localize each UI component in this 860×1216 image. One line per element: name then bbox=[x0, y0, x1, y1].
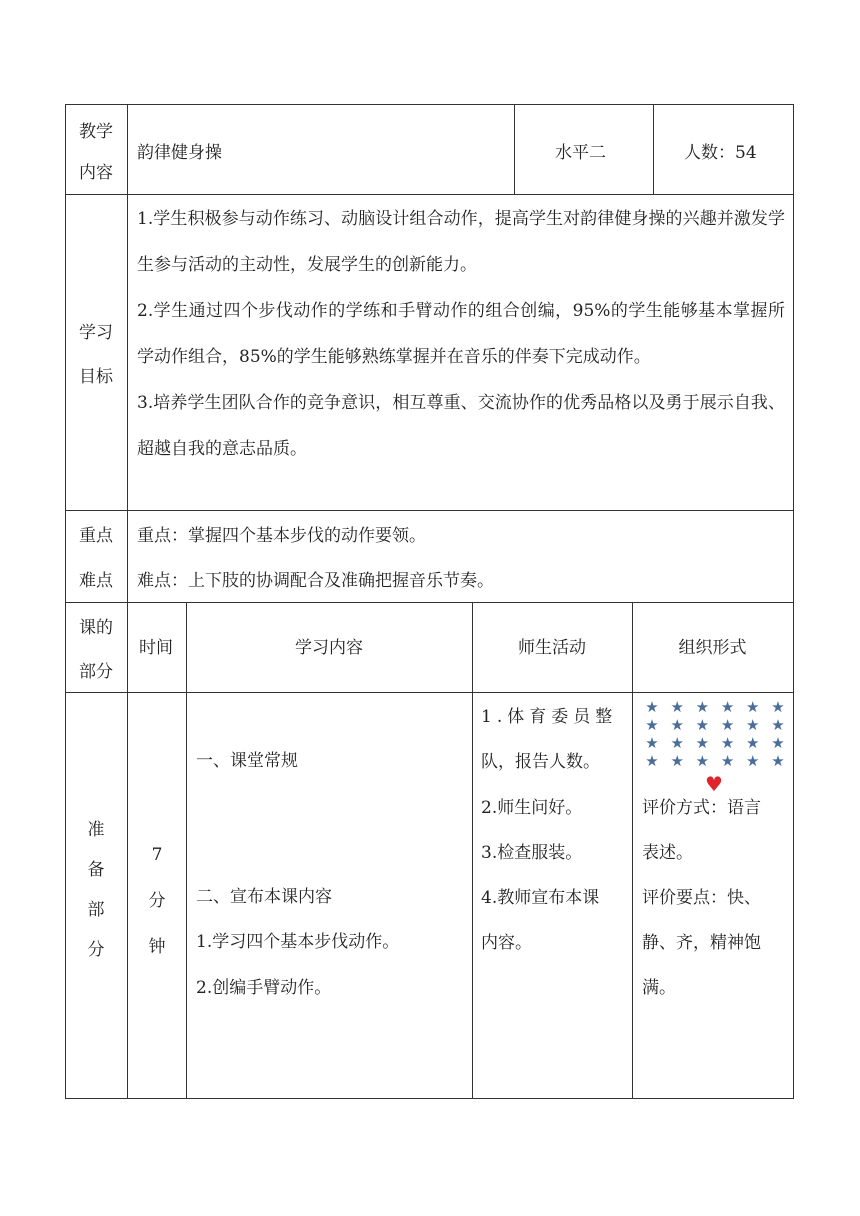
row-divider-1 bbox=[65, 194, 794, 195]
heart-icon: ♥ bbox=[705, 772, 723, 796]
eval-method-line2: 表述。 bbox=[642, 843, 693, 863]
star-icon: ★ bbox=[695, 716, 710, 734]
formation-row bbox=[642, 734, 788, 752]
content-announce: 二、宣布本课内容 bbox=[196, 887, 332, 907]
time-heading: 时间 bbox=[139, 638, 173, 658]
prep-part-char-1: 准 bbox=[87, 820, 105, 840]
star-icon: ★ bbox=[720, 698, 735, 716]
star-icon: ★ bbox=[720, 716, 735, 734]
star-icon: ★ bbox=[720, 734, 735, 752]
content-column-divider bbox=[472, 602, 473, 1099]
row-divider-4 bbox=[65, 692, 794, 693]
prep-time-unit-1: 分 bbox=[148, 891, 166, 911]
activity-column-divider bbox=[632, 602, 633, 1099]
star-icon: ★ bbox=[670, 698, 684, 716]
eval-method-line1: 评价方式：语言 bbox=[642, 798, 761, 818]
star-icon: ★ bbox=[645, 698, 659, 716]
star-icon: ★ bbox=[670, 752, 684, 770]
goals-text bbox=[137, 196, 785, 472]
organization-heading: 组织形式 bbox=[678, 638, 747, 658]
content-routine: 一、课堂常规 bbox=[196, 751, 298, 771]
eval-points-line3: 满。 bbox=[642, 978, 676, 998]
star-icon: ★ bbox=[771, 698, 785, 716]
key-label-line1: 重点 bbox=[79, 526, 113, 546]
prep-part-char-4: 分 bbox=[87, 940, 105, 960]
row-divider-2 bbox=[65, 510, 794, 511]
row-divider-3 bbox=[65, 602, 794, 603]
key-label-line2: 难点 bbox=[79, 571, 113, 591]
activity-3: 3.检查服装。 bbox=[481, 843, 583, 863]
goal-1: 1.学生积极参与动作练习、动脑设计组合动作，提高学生对韵律健身操的兴趣并激发学生参与活动的主动性，发展学生的创新能力。 bbox=[137, 209, 785, 275]
goals-label-line2: 目标 bbox=[79, 367, 113, 387]
formation-row bbox=[642, 752, 788, 770]
goals-label-line1: 学习 bbox=[79, 323, 113, 343]
content-item-1: 1.学习四个基本步伐动作。 bbox=[196, 932, 400, 952]
student-formation bbox=[642, 698, 788, 770]
table-border-top bbox=[65, 104, 794, 105]
eval-points-line2: 静、齐，精神饱 bbox=[642, 933, 761, 953]
star-icon: ★ bbox=[695, 752, 710, 770]
activity-1-line1: 1.体育委员整 bbox=[481, 707, 618, 727]
star-icon: ★ bbox=[746, 752, 760, 770]
label-column-divider bbox=[127, 104, 128, 1099]
star-icon: ★ bbox=[670, 716, 684, 734]
header-divider-level bbox=[514, 104, 515, 194]
star-icon: ★ bbox=[695, 734, 710, 752]
part-heading-line1: 课的 bbox=[79, 618, 113, 638]
lesson-title: 韵律健身操 bbox=[137, 143, 222, 163]
star-icon: ★ bbox=[771, 716, 785, 734]
prep-part-char-3: 部 bbox=[87, 900, 105, 920]
content-heading: 学习内容 bbox=[295, 638, 363, 658]
table-border-bottom bbox=[65, 1098, 794, 1099]
activity-heading: 师生活动 bbox=[518, 638, 586, 658]
star-icon: ★ bbox=[746, 716, 760, 734]
star-icon: ★ bbox=[720, 752, 735, 770]
prep-time-unit-2: 钟 bbox=[148, 937, 166, 957]
student-count: 人数：54 bbox=[684, 143, 757, 163]
star-icon: ★ bbox=[645, 752, 659, 770]
table-border-left bbox=[65, 104, 66, 1099]
star-icon: ★ bbox=[771, 734, 785, 752]
prep-part-char-2: 备 bbox=[87, 860, 105, 880]
difficulty-point: 难点：上下肢的协调配合及准确把握音乐节奏。 bbox=[137, 571, 494, 591]
key-point: 重点：掌握四个基本步伐的动作要领。 bbox=[137, 526, 426, 546]
content-label-line2: 内容 bbox=[79, 163, 113, 183]
goal-2: 2.学生通过四个步伐动作的学练和手臂动作的组合创编，95%的学生能够基本掌握所学动作组合，85%的学生能够熟练掌握并在音乐的伴奏下完成动作。 bbox=[137, 301, 785, 367]
star-icon: ★ bbox=[645, 716, 659, 734]
part-heading-line2: 部分 bbox=[79, 662, 113, 682]
content-item-2: 2.创编手臂动作。 bbox=[196, 978, 332, 998]
time-column-divider bbox=[186, 602, 187, 1099]
prep-time-label bbox=[142, 832, 172, 970]
content-label-line1: 教学 bbox=[79, 122, 113, 142]
star-icon: ★ bbox=[771, 752, 785, 770]
activity-1-line2: 队，报告人数。 bbox=[481, 752, 600, 772]
prep-part-label bbox=[81, 810, 111, 970]
table-border-right bbox=[793, 104, 794, 1099]
star-icon: ★ bbox=[645, 734, 659, 752]
eval-points-line1: 评价要点：快、 bbox=[642, 888, 761, 908]
formation-row bbox=[642, 716, 788, 734]
star-icon: ★ bbox=[670, 734, 684, 752]
prep-time-value: 7 bbox=[151, 845, 163, 865]
header-divider-count bbox=[653, 104, 654, 194]
activity-2: 2.师生问好。 bbox=[481, 798, 583, 818]
formation-row bbox=[642, 698, 788, 716]
activity-4-line1: 4.教师宣布本课 bbox=[481, 888, 600, 908]
level-label: 水平二 bbox=[555, 143, 606, 163]
star-icon: ★ bbox=[695, 698, 710, 716]
star-icon: ★ bbox=[746, 734, 760, 752]
star-icon: ★ bbox=[746, 698, 760, 716]
activity-4-line2: 内容。 bbox=[481, 933, 532, 953]
goal-3: 3.培养学生团队合作的竞争意识，相互尊重、交流协作的优秀品格以及勇于展示自我、超越自我的意志品质。 bbox=[137, 393, 785, 459]
